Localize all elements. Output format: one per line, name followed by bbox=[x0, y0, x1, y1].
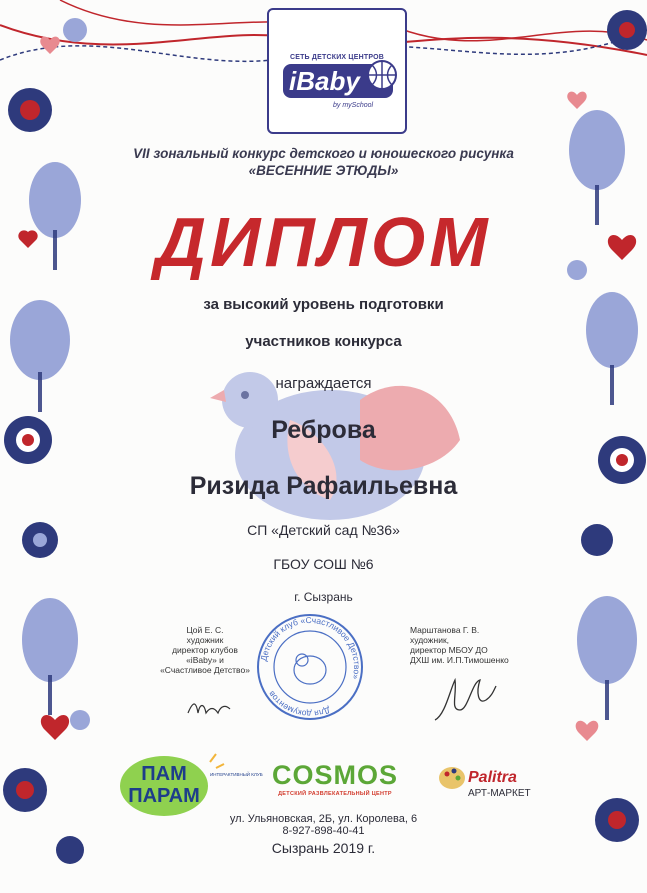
stamp-outer-bottom: Для документов bbox=[266, 689, 332, 720]
stamp-bottom-text bbox=[266, 689, 332, 719]
pam-line1: ПАМ bbox=[141, 763, 187, 785]
cosmos-subtitle: ДЕТСКИЙ РАЗВЛЕКАТЕЛЬНЫЙ ЦЕНТР bbox=[278, 791, 392, 797]
left-signature-scribble bbox=[185, 695, 235, 720]
right-signer-role1: художник, bbox=[410, 635, 450, 645]
right-signer-name: Марштанова Г. В. bbox=[410, 625, 480, 635]
organization-city: г. Сызрань bbox=[294, 590, 353, 604]
stamp-outer-top: Детский клуб «Счастливое Детство» bbox=[258, 614, 363, 681]
right-signer-role2: директор МБОУ ДО bbox=[410, 645, 488, 655]
pam-line2: ПАРАМ bbox=[128, 785, 200, 807]
right-signature-block bbox=[410, 625, 540, 665]
pam-tag: ИНТЕРАКТИВНЫЙ КЛУБ bbox=[210, 772, 263, 777]
palitra-subtitle: АРТ-МАРКЕТ bbox=[468, 788, 531, 799]
left-border-ornament bbox=[0, 0, 110, 893]
left-signer-name: Цой Е. С. bbox=[186, 625, 224, 635]
ball-icon bbox=[365, 58, 399, 92]
contest-name-line: «ВЕСЕННИЕ ЭТЮДЫ» bbox=[248, 163, 399, 178]
logo-brand-text: iBaby bbox=[283, 64, 393, 98]
address-block bbox=[0, 813, 647, 837]
left-signer-role4: «Счастливое Детство» bbox=[160, 665, 250, 675]
left-signer-role3: «iBaby» и bbox=[186, 655, 224, 665]
recipient-surname: Реброва bbox=[271, 416, 376, 444]
ibaby-logo bbox=[267, 8, 407, 134]
left-signature-block bbox=[150, 625, 260, 675]
cosmos-logo bbox=[270, 760, 400, 797]
issue-place-year: Сызрань 2019 г. bbox=[271, 840, 376, 856]
contest-header bbox=[0, 145, 647, 179]
pam-param-logo bbox=[118, 752, 263, 818]
palitra-title: Palitra bbox=[468, 769, 517, 786]
cosmos-title: COSMOS bbox=[271, 760, 398, 790]
award-reason-line1: за высокий уровень подготовки bbox=[203, 296, 444, 313]
logo-network-text: СЕТЬ ДЕТСКИХ ЦЕНТРОВ bbox=[289, 54, 385, 61]
right-signature-scribble bbox=[430, 670, 500, 730]
address-street: ул. Ульяновская, 2Б, ул. Королева, 6 bbox=[229, 813, 418, 825]
organization-line2: ГБОУ СОШ №6 bbox=[273, 556, 374, 572]
diploma-title: ДИПЛОМ bbox=[155, 203, 492, 281]
address-phone: 8-927-898-40-41 bbox=[282, 825, 365, 837]
awarded-to-label: награждается bbox=[275, 375, 372, 392]
palitra-logo bbox=[438, 760, 548, 804]
recipient-name: Ризида Рафаильевна bbox=[189, 472, 458, 500]
logo-sub-text: by mySchool bbox=[333, 102, 374, 109]
contest-title-line: VII зональный конкурс детского и юношеского рисунка bbox=[133, 146, 514, 161]
organization-line1: СП «Детский сад №36» bbox=[247, 522, 400, 538]
left-signer-role1: художник bbox=[186, 635, 224, 645]
right-signer-role3: ДХШ им. И.П.Тимошенко bbox=[410, 655, 509, 665]
right-border-ornament bbox=[537, 0, 647, 893]
club-stamp bbox=[255, 612, 365, 722]
left-signer-role2: директор клубов bbox=[172, 645, 238, 655]
award-reason-line2: участников конкурса bbox=[245, 333, 402, 350]
